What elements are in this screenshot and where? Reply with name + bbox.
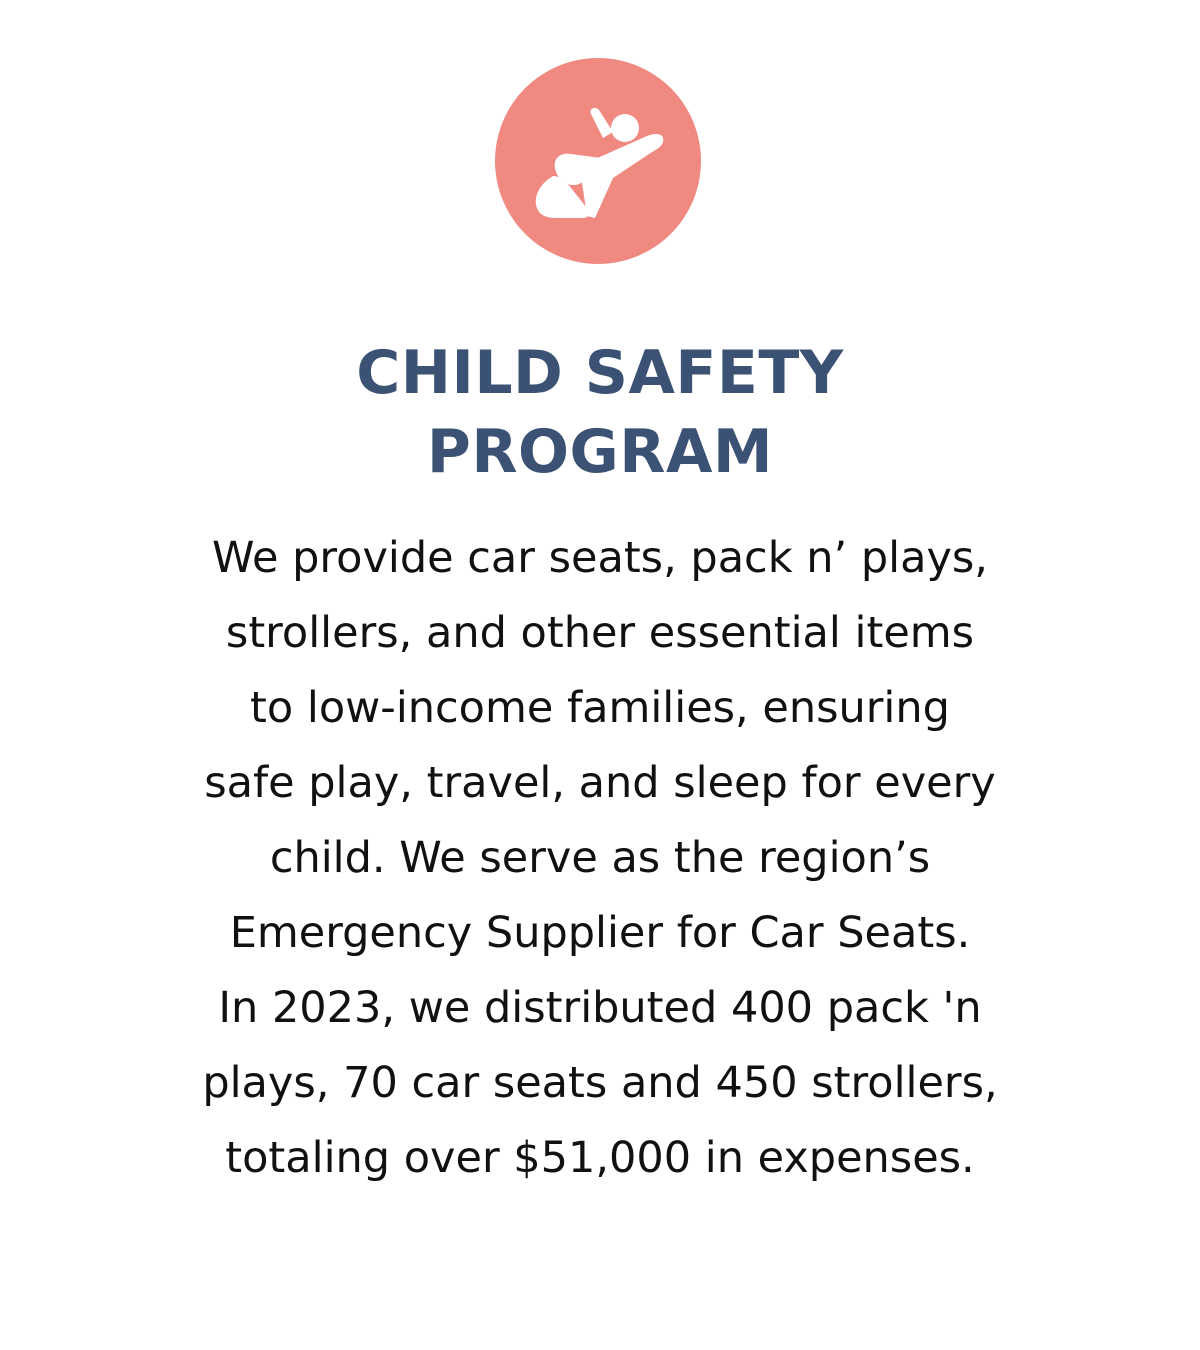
description-line: strollers, and other essential items xyxy=(225,608,975,658)
title-line: PROGRAM xyxy=(426,417,774,487)
child-car-seat-badge xyxy=(495,58,701,264)
description-line: child. We serve as the region’s xyxy=(269,833,931,883)
description-line: safe play, travel, and sleep for every xyxy=(204,758,996,808)
page-title xyxy=(100,334,1100,492)
child-car-seat-icon xyxy=(495,58,701,264)
description-line: We provide car seats, pack n’ plays, xyxy=(212,533,988,583)
child-head-shape xyxy=(611,114,639,142)
program-description xyxy=(80,521,1120,1196)
description-line: Emergency Supplier for Car Seats. xyxy=(229,908,971,958)
description-line: totaling over $51,000 in expenses. xyxy=(225,1133,975,1183)
description-line: to low-income families, ensuring xyxy=(250,683,950,733)
description-line: plays, 70 car seats and 450 strollers, xyxy=(202,1058,998,1108)
description-line: In 2023, we distributed 400 pack 'n xyxy=(218,983,982,1033)
title-line: CHILD SAFETY xyxy=(356,338,844,408)
